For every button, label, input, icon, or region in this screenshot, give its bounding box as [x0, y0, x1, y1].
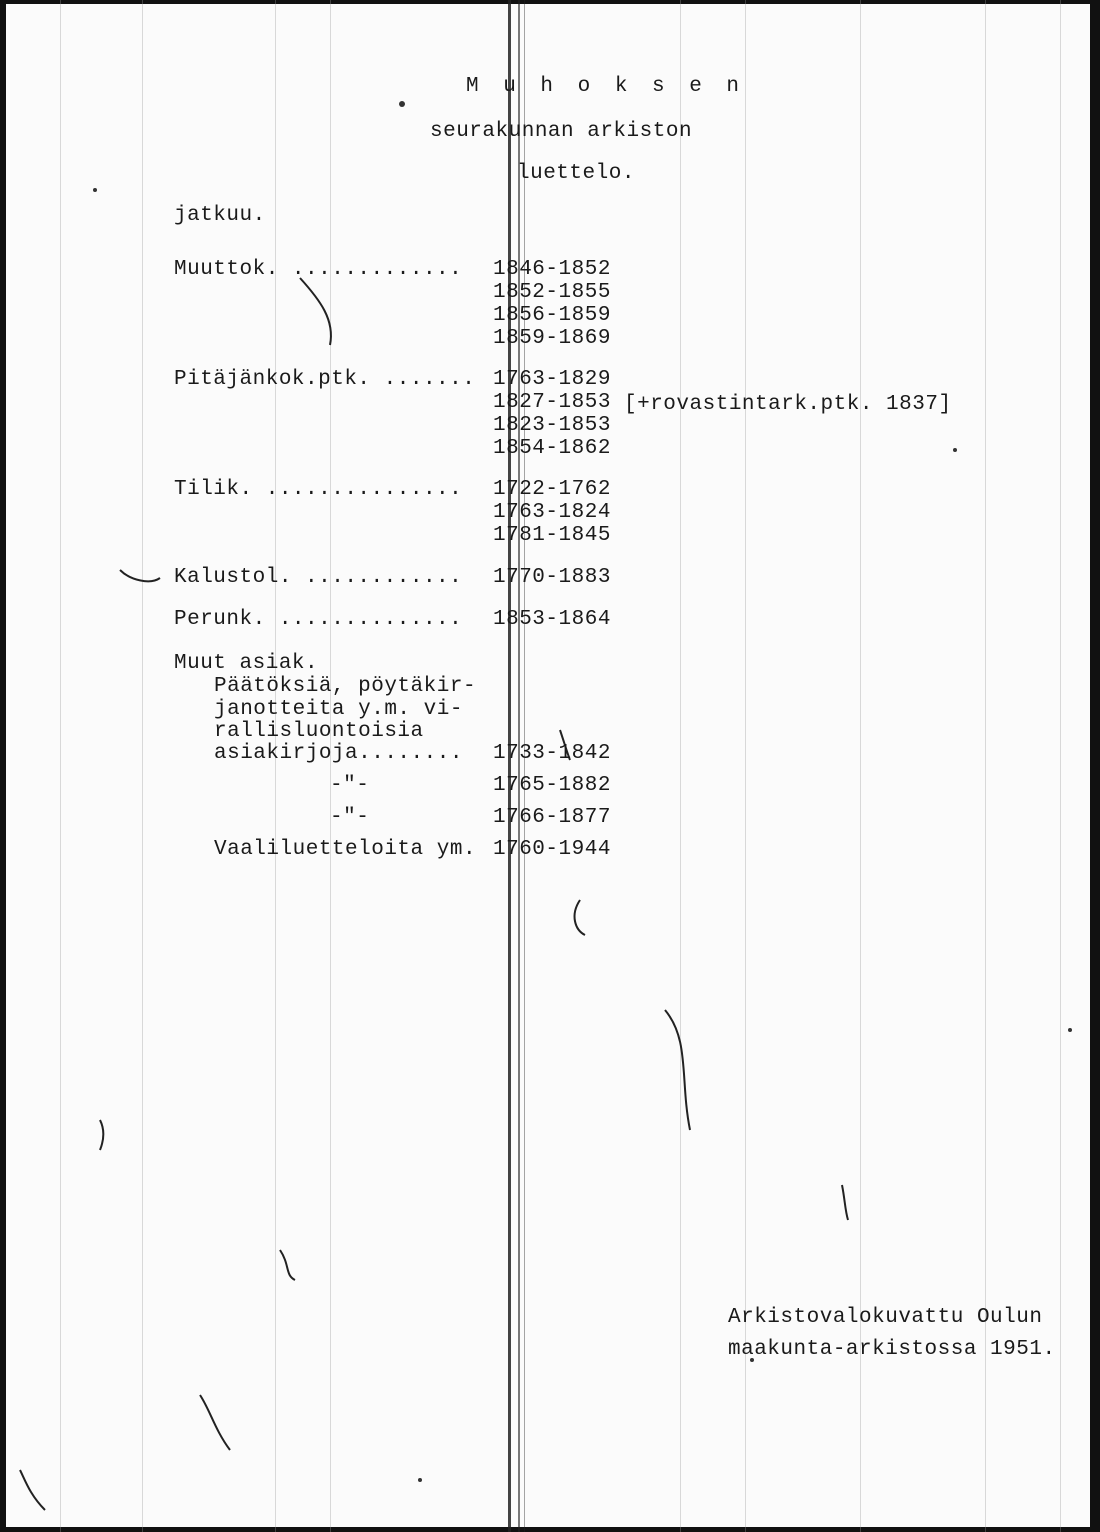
year-range: 1827-1853 — [493, 391, 611, 414]
year-range: 1854-1862 — [493, 437, 611, 460]
year-range: 1859-1869 — [493, 327, 611, 350]
continued-label: jatkuu. — [174, 204, 266, 227]
year-range: 1733-1842 — [493, 742, 611, 765]
year-range: 1781-1845 — [493, 524, 611, 547]
entry-description: rallisluontoisia — [214, 720, 424, 743]
year-range: 1766-1877 — [493, 806, 611, 829]
entry-description: janotteita y.m. vi- — [214, 698, 463, 721]
document-title: M u h o k s e n — [466, 75, 746, 98]
year-range: 1823-1853 — [493, 414, 611, 437]
entry-label-kalustol: Kalustol. ............ — [174, 566, 463, 589]
year-range: 1763-1824 — [493, 501, 611, 524]
entry-label-vaaliluettelot: Vaaliluetteloita ym. — [214, 838, 477, 861]
year-range: 1760-1944 — [493, 838, 611, 861]
ditto-mark: -"- — [330, 774, 370, 797]
year-range: 1722-1762 — [493, 478, 611, 501]
entry-label-perunk: Perunk. .............. — [174, 608, 463, 631]
entry-label-pitajankok: Pitäjänkok.ptk. ....... — [174, 368, 476, 391]
year-range: 1763-1829 — [493, 368, 611, 391]
year-range: 1765-1882 — [493, 774, 611, 797]
header-subtitle: luettelo. — [517, 162, 635, 185]
entry-note: [+rovastintark.ptk. 1837] — [624, 393, 952, 416]
entry-label-muuttok: Muuttok. ............. — [174, 258, 463, 281]
year-range: 1846-1852 — [493, 258, 611, 281]
header-subtitle: seurakunnan arkiston — [430, 120, 693, 143]
year-range: 1770-1883 — [493, 566, 611, 589]
ditto-mark: -"- — [330, 806, 370, 829]
archive-stamp-line: maakunta-arkistossa 1951. — [728, 1338, 1056, 1361]
entry-description: Päätöksiä, pöytäkir- — [214, 675, 477, 698]
entry-description: asiakirjoja........ — [214, 742, 463, 765]
year-range: 1853-1864 — [493, 608, 611, 631]
archive-stamp-line: Arkistovalokuvattu Oulun — [728, 1306, 1043, 1329]
year-range: 1852-1855 — [493, 281, 611, 304]
entry-label-muut: Muut asiak. — [174, 652, 319, 675]
year-range: 1856-1859 — [493, 304, 611, 327]
entry-label-tilik: Tilik. ............... — [174, 478, 463, 501]
